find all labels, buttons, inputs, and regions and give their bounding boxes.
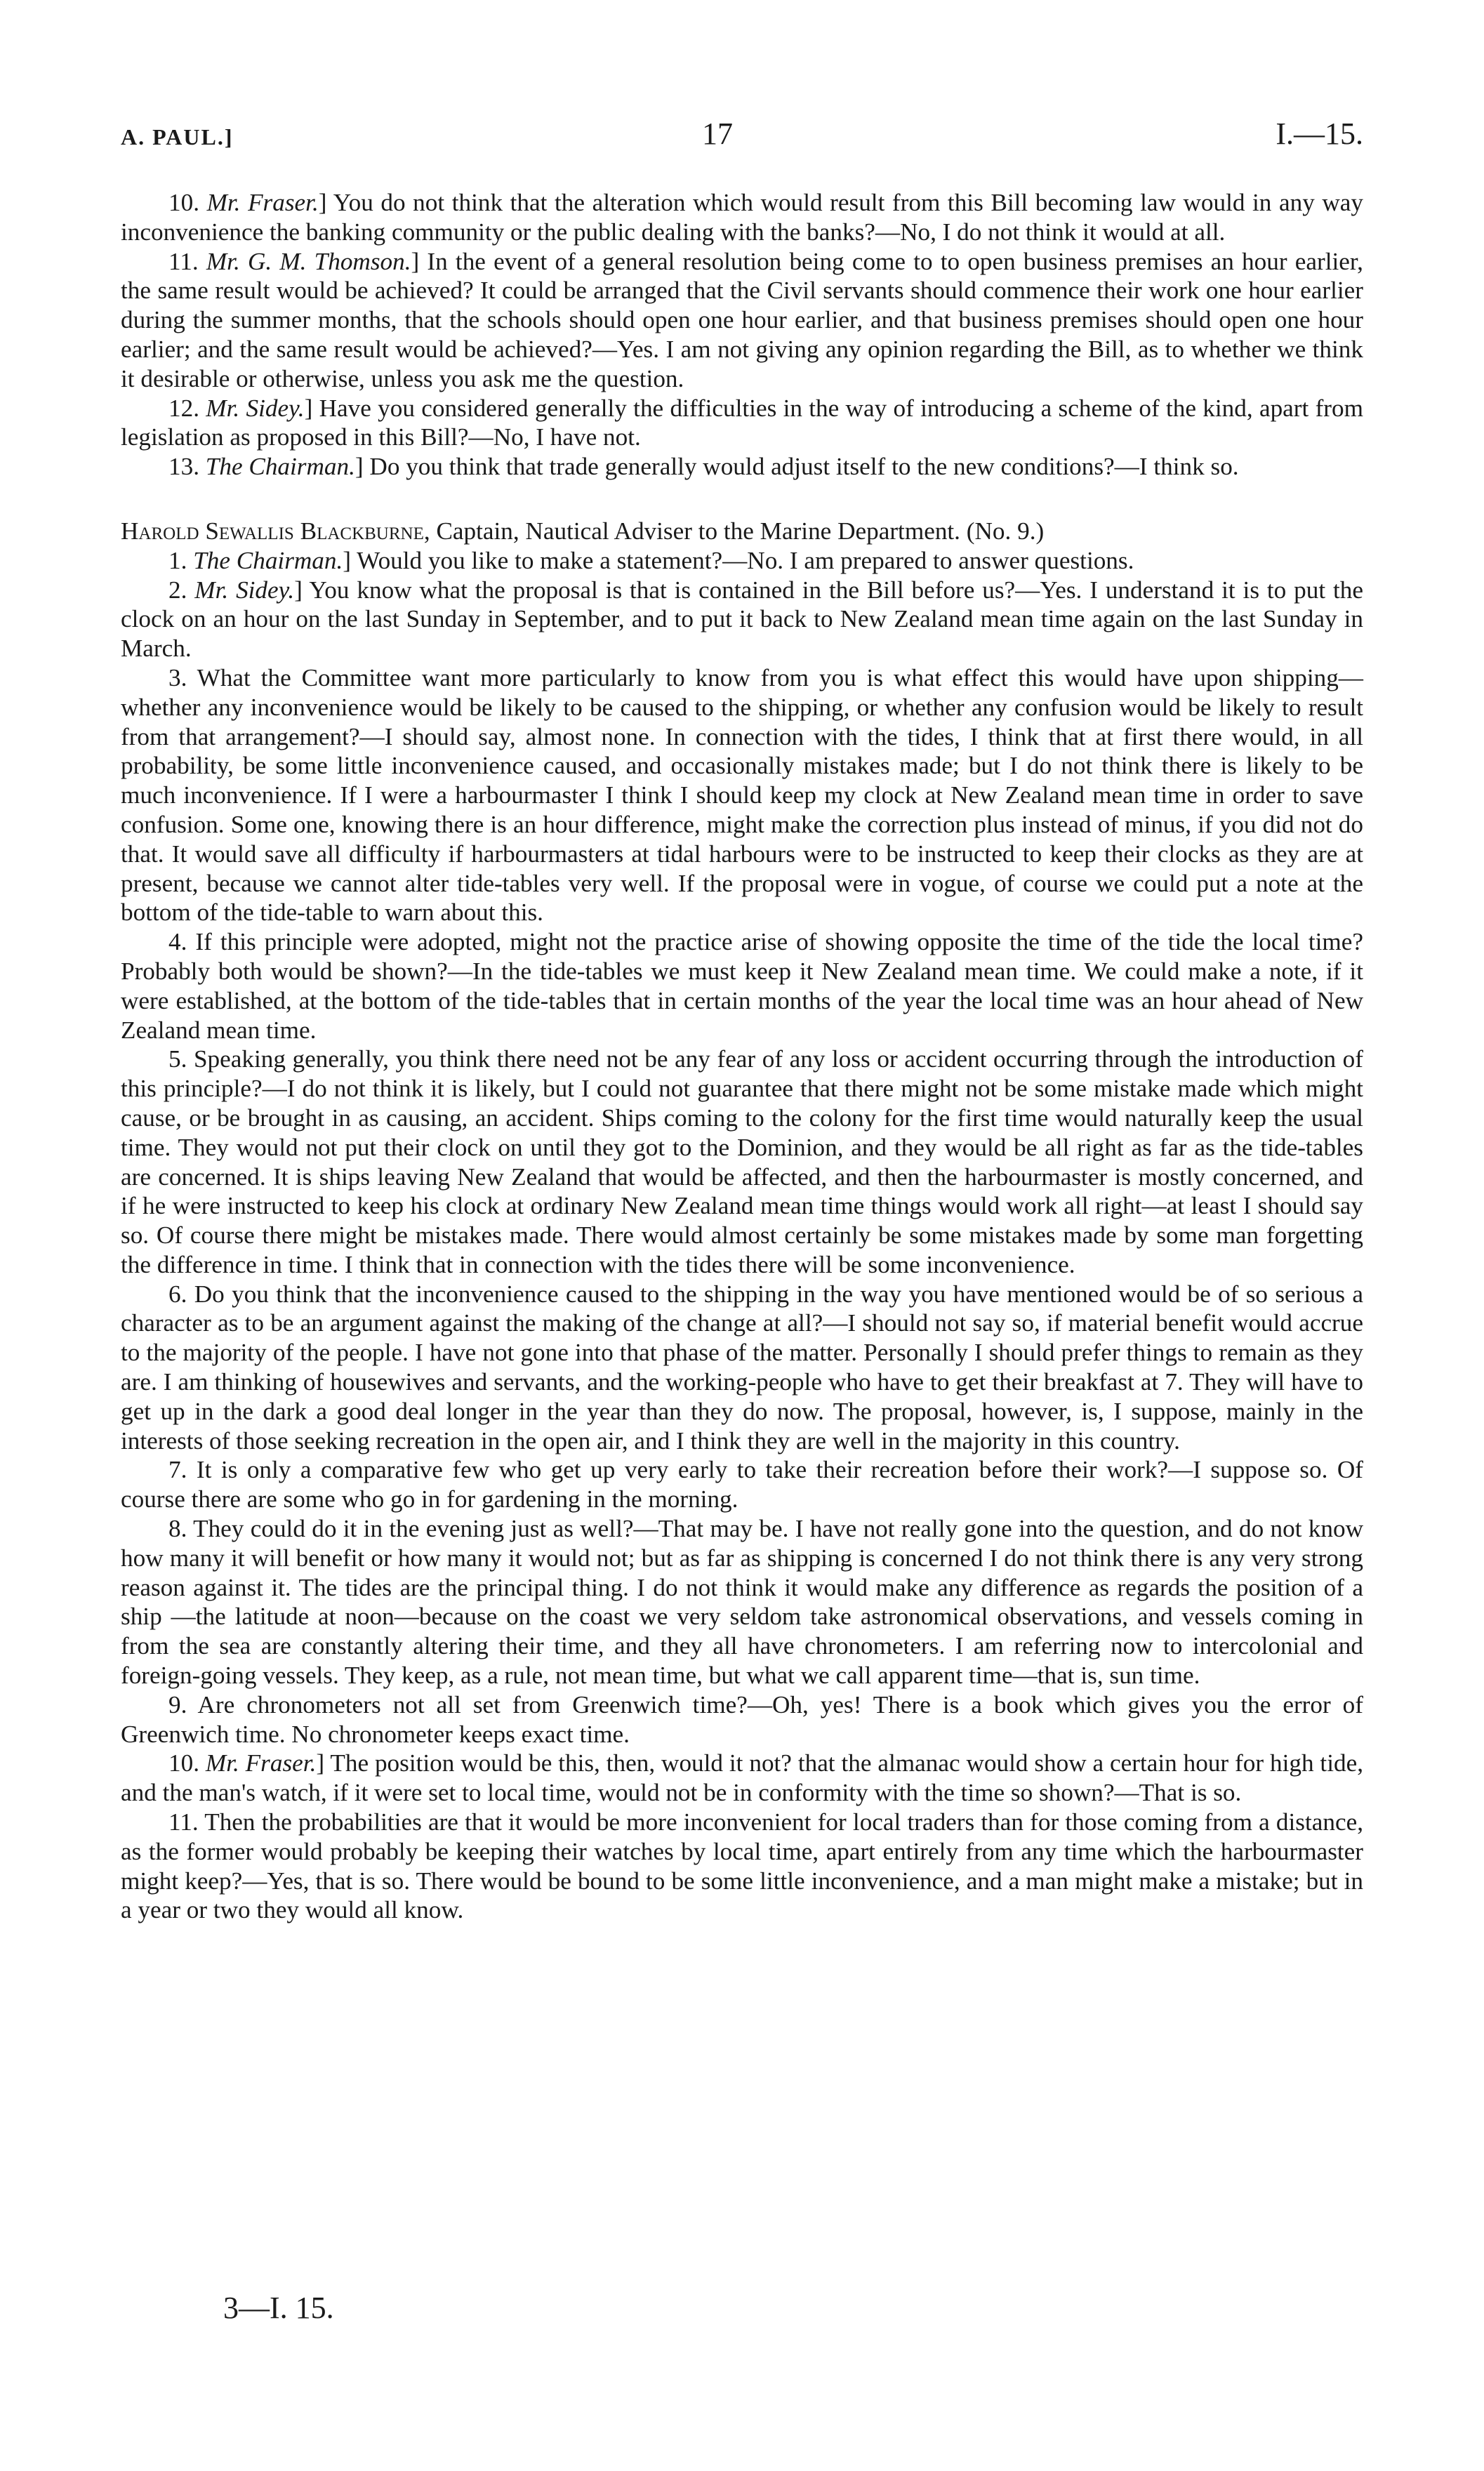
question-paragraph — [121, 663, 1363, 927]
question-paragraph — [121, 1455, 1363, 1514]
signature-mark: 3—I. 15. — [223, 2291, 334, 2325]
question-speaker: 10. Mr. Fraser.] — [168, 1749, 325, 1777]
speaker-name: The Chairman. — [205, 453, 355, 481]
question-text: 11. Then the probabilities are that it would be more inconvenient for local traders than for those coming from a distance, as the former would probably be keeping their watches by local time, apart entirely from any time which the harbourmaster might keep?—Yes, that is so. There would be bound to be some little inconvenience, and a man might make a mistake; but in a year or two they would all know. — [121, 1808, 1363, 1924]
question-speaker: 12. Mr. Sidey.] — [168, 394, 313, 422]
question-paragraph — [121, 188, 1363, 247]
witness-name: Harold Sewallis Blackburne — [121, 517, 424, 545]
question-paragraph — [121, 1690, 1363, 1749]
question-text: 8. They could do it in the evening just as well?—That may be. I have not really gone into the question, and do not know how many it will benefit or how many it would not; but as far as shipping is concerned I do not think there is any very strong reason against it. The tides are the principal thing. I do not think it would make any difference as regards the position of a ship —the latitude at noon—because on the coast we very seldom take astronomical observations, and vessels coming in from the sea are constantly altering their time, and they all have chronometers. I am referring now to intercolonial and foreign-going vessels. They keep, as a rule, not mean time, but what we call apparent time—that is, sun time. — [121, 1515, 1363, 1690]
question-paragraph — [121, 452, 1363, 482]
question-paragraph — [121, 1514, 1363, 1690]
question-speaker: 1. The Chairman.] — [168, 546, 352, 574]
question-paragraph — [121, 1808, 1363, 1925]
question-paragraph — [121, 247, 1363, 394]
witness-running-head: A. PAUL.] — [121, 124, 234, 150]
question-text: Do you think that trade generally would adjust itself to the new conditions?—I think so. — [363, 453, 1239, 481]
page-number: 17 — [702, 117, 733, 151]
question-text: You know what the proposal is that is contained in the Bill before us?—Yes. I understand it is to put the clock on an hour on the last Sunday in September, and to put it back to New Zealand mean time again on the last Sunday in March. — [121, 576, 1363, 663]
question-text: 5. Speaking generally, you think there need not be any fear of any loss or accident occurring through the introduction of this principle?—I do not think it is likely, but I could not guarantee that there might not be some mistake made which might cause, or be brought in as causing, an accident. Ships coming to the colony for the first time would naturally keep the usual time. They would not put their clock on until they got to the Dominion, and they would be all right as far as the tide-tables are concerned. It is ships leaving New Zealand that would be affected, and then the harbourmaster is mostly concerned, and if he were instructed to keep his clock at ordinary New Zealand mean time things would work all right—at least I should say so. Of course there might be mistakes made. There would almost certainly be some mistakes made by some man forgetting the difference in time. I think that in connection with the tides there will be some inconvenience. — [121, 1045, 1363, 1278]
question-text: 4. If this principle were adopted, might not the practice arise of showing opposite the time of the tide the local time? Probably both would be shown?—In the tide-tables we must keep it New Zealand mean time. We could make a note, if it were established, at the bottom of the tide-tables that in certain months of the year the local time was an hour ahead of New Zealand mean time. — [121, 928, 1363, 1044]
page-header — [121, 116, 1363, 165]
question-speaker: 13. The Chairman.] — [168, 453, 364, 481]
question-paragraph — [121, 576, 1363, 663]
question-paragraph — [121, 927, 1363, 1045]
witness-heading — [121, 517, 1363, 546]
question-speaker: 10. Mr. Fraser.] — [168, 189, 327, 216]
question-paragraph — [121, 1280, 1363, 1456]
question-paragraph — [121, 1749, 1363, 1808]
question-text: 6. Do you think that the inconvenience caused to the shipping in the way you have mentioned would be of so serious a character as to be an argument against the making of the change at all?—I should not say so, if material benefit would accrue to the majority of the people. I have not gone into that phase of the matter. Personally I should prefer things to remain as they are. I am thinking of housewives and servants, and the working-people who have to get their breakfast at 7. They will have to get up in the dark a good deal longer in the year than they do now. The proposal, however, is, I suppose, mainly in the interests of those seeking recreation in the open air, and I think they are well in the majority in this country. — [121, 1280, 1363, 1455]
question-speaker: 2. Mr. Sidey.] — [168, 576, 303, 604]
speaker-name: Mr. Sidey. — [206, 394, 305, 422]
question-text: In the event of a general resolution being come to to open business premises an hour earlier, the same result would be achieved? It could be arranged that the Civil servants should commence their work one hour earlier during the summer months, that the schools should open one hour earlier, and that business premises should open one hour earlier; and the same result would be achieved?—Yes. I am not giving any opinion regarding the Bill, as to whether we think it desirable or otherwise, unless you ask me the question. — [121, 247, 1363, 392]
question-text: The position would be this, then, would it not? that the almanac would show a certain hour for high tide, and the man's watch, if it were set to local time, would not be in conformity with the time so shown?—That is so. — [121, 1749, 1363, 1807]
question-text: 3. What the Committee want more particularly to know from you is what effect this would have upon shipping—whether any inconvenience would be likely to be caused to the shipping, or whether any confusion would be likely to result from that arrangement?—I should say, almost none. In connection with the tides, I think that at first there would, in all probability, be some little inconvenience caused, and occasionally mistakes made; but I do not think there is likely to be much inconvenience. If I were a harbourmaster I think I should keep my clock at New Zealand mean time in order to save confusion. Some one, knowing there is an hour difference, might make the correction plus instead of minus, if you did not do that. It would save all difficulty if harbourmasters at tidal harbours were to be instructed to keep their clocks as they are at present, because we cannot alter tide-tables very well. If the proposal were in vogue, of course we could put a note at the bottom of the tide-table to warn about this. — [121, 663, 1363, 927]
question-text: 7. It is only a comparative few who get up very early to take their recreation before their work?—I suppose so. Of course there are some who go in for gardening in the morning. — [121, 1456, 1363, 1513]
question-text: Have you considered generally the difficulties in the way of introducing a scheme of the kind, apart from legislation as proposed in this Bill?—No, I have not. — [121, 394, 1363, 451]
witness-description: , Captain, Nautical Adviser to the Marine Department. (No. 9.) — [423, 517, 1045, 545]
question-text: You do not think that the alteration which would result from this Bill becoming law would in any way inconvenience the banking community or the public dealing with the banks?—No, I do not think it would at all. — [121, 189, 1363, 246]
question-paragraph — [121, 394, 1363, 453]
question-text: 9. Are chronometers not all set from Greenwich time?—Oh, yes! There is a book which gives you the error of Greenwich time. No chronometer keeps exact time. — [121, 1690, 1363, 1748]
question-paragraph — [121, 546, 1363, 576]
speaker-name: Mr. Fraser. — [205, 1749, 317, 1777]
minutes-of-evidence — [121, 188, 1363, 1925]
document-reference: I.—15. — [1276, 117, 1363, 151]
speaker-name: The Chairman. — [193, 546, 343, 574]
question-speaker: 11. Mr. G. M. Thomson.] — [168, 247, 420, 275]
speaker-name: Mr. G. M. Thomson. — [206, 247, 411, 275]
speaker-name: Mr. Sidey. — [194, 576, 295, 604]
question-text: Would you like to make a statement?—No. I am prepared to answer questions. — [351, 546, 1134, 574]
speaker-name: Mr. Fraser. — [206, 189, 319, 216]
question-paragraph — [121, 1045, 1363, 1279]
